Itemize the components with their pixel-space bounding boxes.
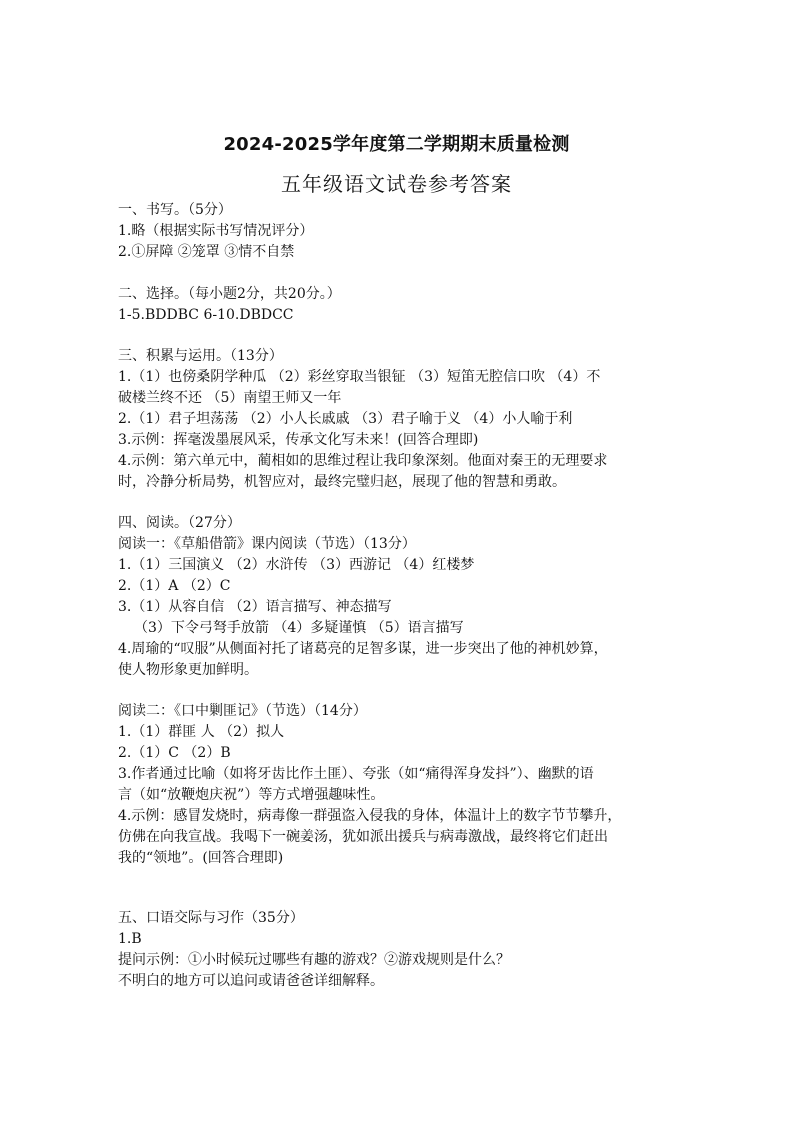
answer-line: 使人物形象更加鲜明。 (118, 662, 258, 678)
answer-line: 言（如“放鞭炮庆祝”）等方式增强趣味性。 (118, 787, 385, 803)
answer-line: 提问示例：①小时候玩过哪些有趣的游戏？②游戏规则是什么？ (118, 952, 510, 968)
answer-line: 3.示例：挥毫泼墨展风采，传承文化写未来！(回答合理即) (118, 432, 479, 448)
answer-line: 1.（1）三国演义 （2）水浒传 （3）西游记 （4）红楼梦 (118, 557, 475, 573)
answer-line: 2.（1）A （2）C (118, 578, 231, 594)
section-heading: 一、书写。（5分） (118, 202, 232, 218)
section-heading: 二、选择。（每小题2分，共20分。） (118, 286, 341, 302)
answer-line: 4.示例：第六单元中，蔺相如的思维过程让我印象深刻。他面对秦王的无理要求 (118, 453, 608, 469)
section-heading: 五、口语交际与习作（35分） (118, 910, 304, 926)
answer-line: 破楼兰终不还 （5）南望王师又一年 (118, 390, 342, 406)
answer-line: 1-5.BDDBC 6-10.DBDCC (118, 307, 294, 323)
answer-line: 我的“领地”。(回答合理即) (118, 850, 284, 866)
answer-line: 2.①屏障 ②笼罩 ③情不自禁 (118, 244, 295, 260)
answer-line: 2.（1）C （2）B (118, 745, 231, 761)
section-heading: 四、阅读。（27分） (118, 515, 241, 531)
exam-title: 2024-2025学年度第二学期期末质量检测 (223, 134, 570, 155)
reading-heading: 阅读一：《草船借箭》课内阅读（节选）（13分） (118, 536, 416, 552)
answer-line: 3.作者通过比喻（如将牙齿比作土匪）、夸张（如“痛得浑身发抖”）、幽默的语 (118, 766, 594, 782)
answer-line: 1.略（根据实际书写情况评分） (118, 223, 314, 239)
answer-line: 时，冷静分析局势，机智应对，最终完璧归赵，展现了他的智慧和勇敢。 (118, 474, 566, 490)
answer-line: 4.周瑜的“叹服”从侧面衬托了诸葛亮的足智多谋，进一步突出了他的神机妙算， (118, 641, 608, 657)
section-heading: 三、积累与运用。（13分） (118, 348, 283, 364)
answer-line: 3.（1）从容自信 （2）语言描写、神态描写 (118, 599, 392, 615)
exam-subtitle: 五年级语文试卷参考答案 (281, 172, 512, 196)
reading-heading: 阅读二：《口中剿匪记》（节选）（14分） (118, 703, 367, 719)
answer-line: （3）下令弓弩手放箭 （4）多疑谨慎 （5）语言描写 (134, 620, 464, 636)
answer-line: 仿佛在向我宣战。我喝下一碗姜汤，犹如派出援兵与病毒激战，最终将它们赶出 (118, 829, 608, 845)
answer-line: 不明白的地方可以追问或请爸爸详细解释。 (118, 973, 384, 989)
answer-line: 4.示例：感冒发烧时，病毒像一群强盗入侵我的身体，体温计上的数字节节攀升， (118, 808, 622, 824)
answer-line: 1.B (118, 931, 142, 947)
answer-line: 1.（1）也傍桑阴学种瓜 （2）彩丝穿取当银钲 （3）短笛无腔信口吹 （4）不 (118, 369, 601, 385)
answer-line: 2.（1）君子坦荡荡 （2）小人长戚戚 （3）君子喻于义 （4）小人喻于利 (118, 411, 573, 427)
answer-line: 1.（1）群匪 人 （2）拟人 (118, 724, 285, 740)
